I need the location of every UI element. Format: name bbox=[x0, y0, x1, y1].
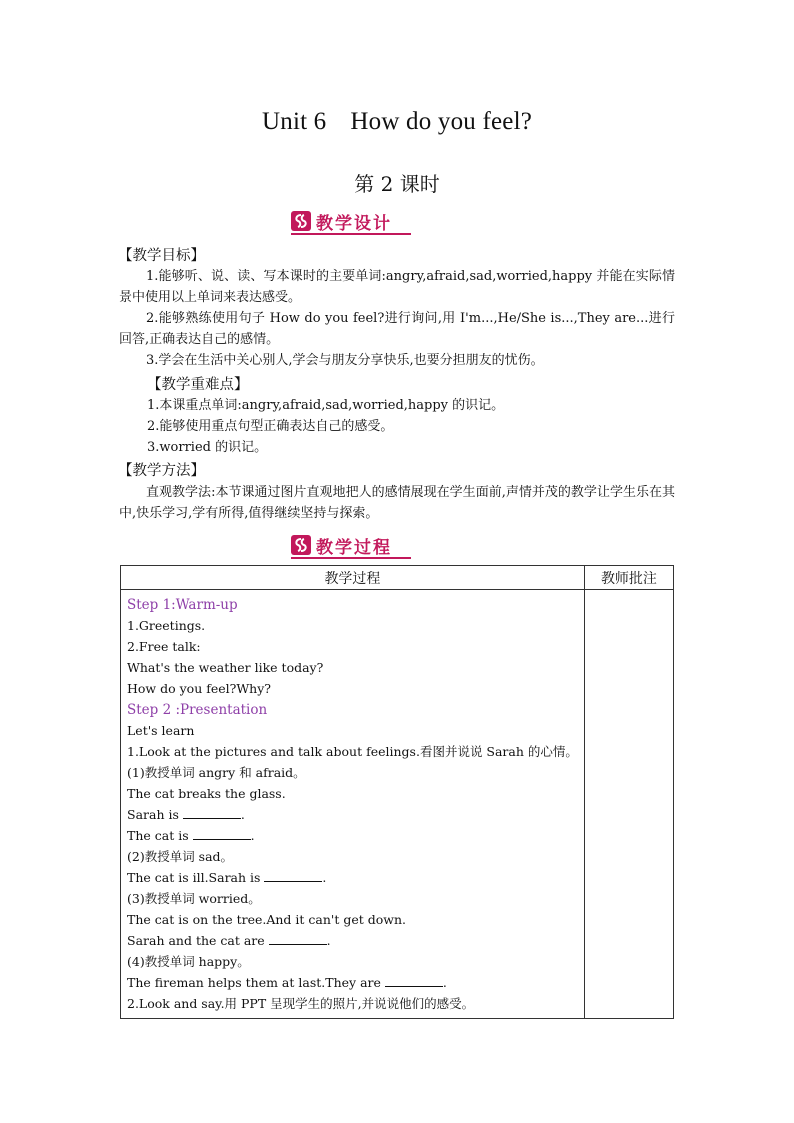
objective-3: 3.学会在生活中关心别人,学会与朋友分享快乐,也要分担朋友的忧伤。 bbox=[146, 353, 544, 368]
process-line: (3)教授单词 worried。 bbox=[127, 891, 261, 906]
unit-title bbox=[0, 108, 794, 136]
notes-cell bbox=[584, 590, 673, 1019]
objectives-heading: 【教学目标】 bbox=[118, 248, 205, 264]
step-heading: Step 2 :Presentation bbox=[127, 702, 268, 718]
step-heading: Step 1:Warm-up bbox=[127, 597, 238, 613]
process-line: Sarah is . bbox=[127, 807, 245, 822]
process-badge-label: 教学过程 bbox=[316, 537, 392, 558]
col-header-process: 教学过程 bbox=[121, 566, 585, 590]
objective-1: 1.能够听、说、读、写本课时的主要单词:angry,afraid,sad,worried,happy 并能在实际情景中使用以上单词来表达感受。 bbox=[119, 269, 675, 305]
process-line: Sarah and the cat are . bbox=[127, 933, 331, 948]
process-line: 2.Look and say.用 PPT 呈现学生的照片,并说说他们的感受。 bbox=[127, 996, 475, 1011]
fill-blank[interactable] bbox=[269, 931, 327, 945]
process-line: The cat breaks the glass. bbox=[127, 786, 286, 801]
process-badge bbox=[291, 533, 411, 557]
objective-2: 2.能够熟练使用句子 How do you feel?进行询问,用 I'm...,He/She is...,They are...进行回答,正确表达自己的感情。 bbox=[119, 311, 675, 347]
fill-blank[interactable] bbox=[385, 973, 443, 987]
process-line: The cat is ill.Sarah is . bbox=[127, 870, 327, 885]
process-line: (2)教授单词 sad。 bbox=[127, 849, 234, 864]
fill-blank[interactable] bbox=[193, 826, 251, 840]
process-line: 1.Look at the pictures and talk about feelings.看图并说说 Sarah 的心情。 bbox=[127, 744, 578, 759]
process-line: 2.Free talk: bbox=[127, 639, 201, 654]
key-point-3: 3.worried 的识记。 bbox=[147, 440, 268, 455]
fill-blank[interactable] bbox=[183, 805, 241, 819]
key-point-2: 2.能够使用重点句型正确表达自己的感受。 bbox=[147, 419, 394, 434]
process-line: (4)教授单词 happy。 bbox=[127, 954, 250, 969]
unit-number: Unit 6 bbox=[261, 108, 327, 135]
lesson-title: 第 2 课时 bbox=[354, 172, 440, 196]
col-header-notes: 教师批注 bbox=[584, 566, 673, 590]
key-points-heading: 【教学重难点】 bbox=[147, 377, 249, 393]
key-point-1: 1.本课重点单词:angry,afraid,sad,worried,happy 的识记。 bbox=[147, 398, 505, 413]
unit-topic: How do you feel? bbox=[350, 108, 533, 135]
process-line: The cat is . bbox=[127, 828, 255, 843]
design-badge bbox=[291, 209, 411, 233]
swirl-icon bbox=[291, 211, 311, 231]
process-cell bbox=[121, 590, 585, 1019]
process-line: The fireman helps them at last.They are . bbox=[127, 975, 447, 990]
design-badge-label: 教学设计 bbox=[316, 213, 392, 234]
process-line: (1)教授单词 angry 和 afraid。 bbox=[127, 765, 306, 780]
method-heading: 【教学方法】 bbox=[118, 463, 205, 479]
process-line: Let's learn bbox=[127, 723, 195, 738]
swirl-icon bbox=[291, 535, 311, 555]
process-line: 1.Greetings. bbox=[127, 618, 206, 633]
fill-blank[interactable] bbox=[264, 868, 322, 882]
method-text: 直观教学法:本节课通过图片直观地把人的感情展现在学生面前,声情并茂的教学让学生乐在其中,快乐学习,学有所得,值得继续坚持与探索。 bbox=[119, 485, 675, 521]
process-line: The cat is on the tree.And it can't get down. bbox=[127, 912, 406, 927]
process-lines bbox=[121, 590, 584, 1018]
process-line: How do you feel?Why? bbox=[127, 681, 271, 696]
process-line: What's the weather like today? bbox=[127, 660, 324, 675]
process-table bbox=[120, 565, 674, 1019]
